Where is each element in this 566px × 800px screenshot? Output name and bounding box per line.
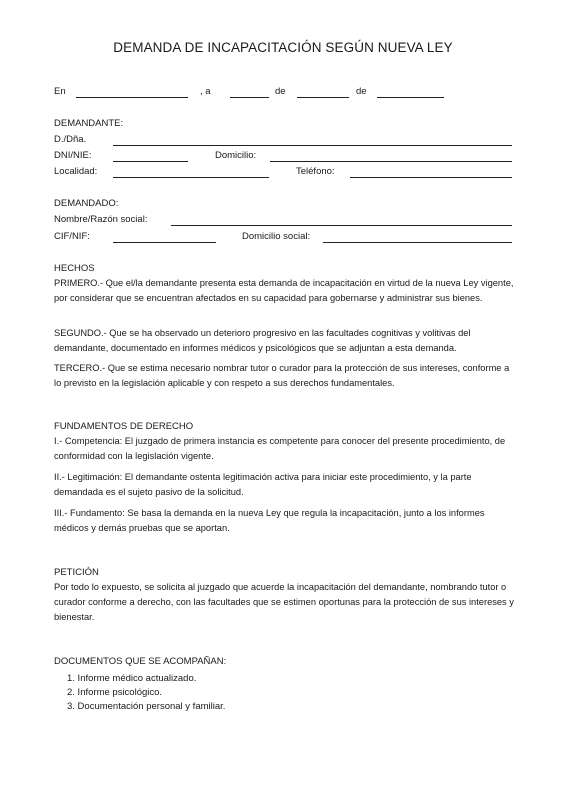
hechos-heading: HECHOS	[54, 263, 95, 274]
cif-label: CIF/NIF:	[54, 231, 90, 242]
month-field[interactable]	[297, 97, 349, 98]
domicilio-field[interactable]	[270, 161, 512, 162]
day-label: , a	[200, 86, 211, 97]
telefono-field[interactable]	[350, 177, 512, 178]
documentos-list	[67, 672, 225, 714]
list-item: 1. Informe médico actualizado.	[67, 673, 197, 684]
domicilio-label: Domicilio:	[215, 150, 257, 161]
dona-label: D./Dña.	[54, 134, 87, 145]
month-label: de	[275, 86, 286, 97]
localidad-field[interactable]	[113, 177, 269, 178]
peticion-heading: PETICIÓN	[54, 567, 99, 578]
fundamento-ii: II.- Legitimación: El demandante ostenta legitimación activa para iniciar este procedimiento, y la parte demandada es el sujeto pasivo de la solicitud.	[54, 472, 472, 497]
year-label: de	[356, 86, 367, 97]
dona-field[interactable]	[113, 145, 512, 146]
demandado-heading: DEMANDADO:	[54, 198, 119, 209]
telefono-label: Teléfono:	[296, 166, 335, 177]
cif-field[interactable]	[113, 242, 216, 243]
day-field[interactable]	[230, 97, 269, 98]
fundamento-i: I.- Competencia: El juzgado de primera instancia es competente para conocer del presente procedimiento, de conformidad con la legislación vigente.	[54, 436, 506, 461]
documentos-heading: DOCUMENTOS QUE SE ACOMPAÑAN:	[54, 656, 227, 667]
place-field[interactable]	[76, 97, 188, 98]
domicilio-social-label: Domicilio social:	[242, 231, 311, 242]
dni-label: DNI/NIE:	[54, 150, 92, 161]
localidad-label: Localidad:	[54, 166, 98, 177]
dni-field[interactable]	[113, 161, 188, 162]
fundamentos-heading: FUNDAMENTOS DE DERECHO	[54, 421, 194, 432]
demandante-heading: DEMANDANTE:	[54, 118, 124, 129]
document-title: DEMANDA DE INCAPACITACIÓN SEGÚN NUEVA LEY	[113, 40, 453, 55]
peticion-text: Por todo lo expuesto, se solicita al juzgado que acuerde la incapacitación del demandante, nombrando tutor o curador conforme a derecho, con las facultades que se estimen oportunas para la protección de sus intereses y bienestar.	[54, 582, 514, 622]
list-item: 3. Documentación personal y familiar.	[67, 701, 226, 712]
place-label: En	[54, 86, 66, 97]
nombre-field[interactable]	[171, 225, 512, 226]
hecho-tercero: TERCERO.- Que se estima necesario nombrar tutor o curador para la protección de sus intereses, conforme a lo previsto en la legislación aplicable y con respeto a sus derechos fundamentales.	[54, 363, 510, 388]
nombre-label: Nombre/Razón social:	[54, 214, 148, 225]
fundamento-iii: III.- Fundamento: Se basa la demanda en la nueva Ley que regula la incapacitación, junto a los informes médicos y demás pruebas que se aportan.	[54, 508, 485, 533]
year-field[interactable]	[377, 97, 444, 98]
domicilio-social-field[interactable]	[323, 242, 512, 243]
hecho-segundo: SEGUNDO.- Que se ha observado un deterioro progresivo en las facultades cognitivas y volitivas del demandante, documentado en informes médicos y psicológicos que se adjuntan a esta demanda.	[54, 328, 471, 353]
hecho-primero: PRIMERO.- Que el/la demandante presenta esta demanda de incapacitación en virtud de la nueva Ley vigente, por considerar que se encuentran afectados en su capacidad para gobernarse y administrar sus bienes.	[54, 278, 514, 303]
list-item: 2. Informe psicológico.	[67, 687, 163, 698]
